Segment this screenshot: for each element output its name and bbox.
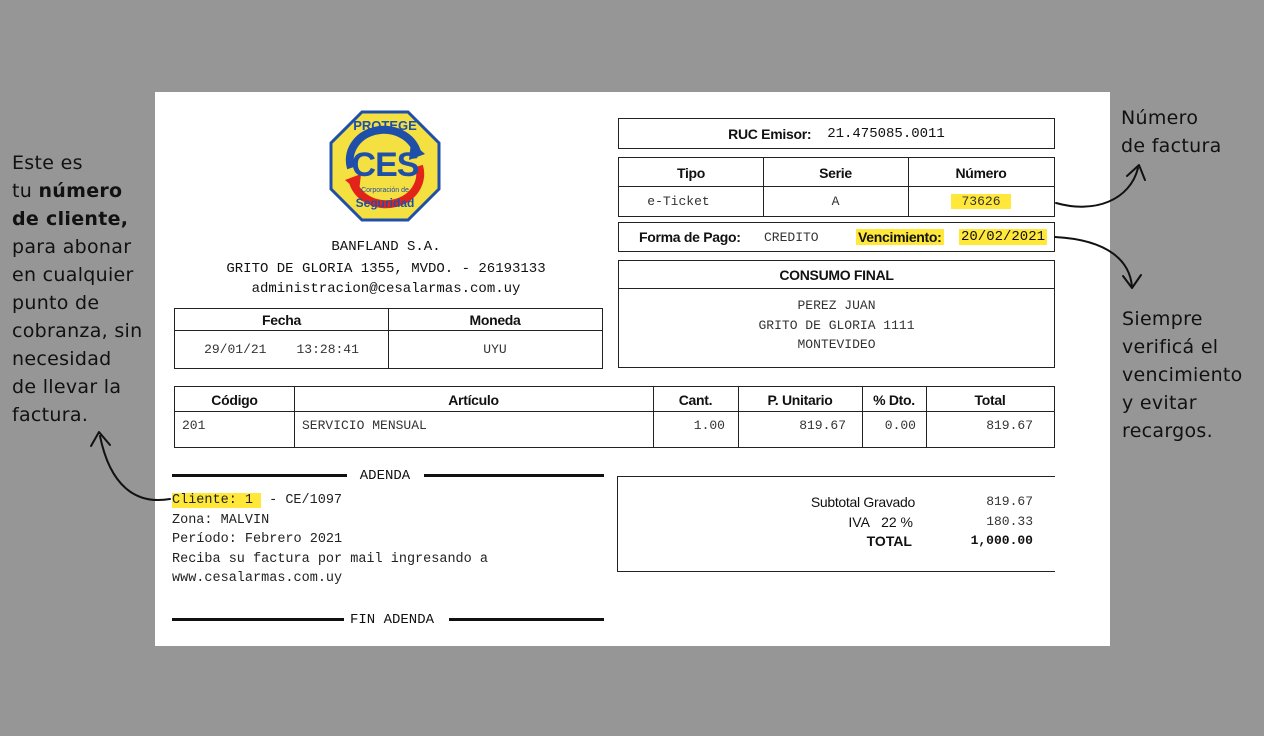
note-line: de llevar la [12, 376, 122, 398]
serie-header: Serie [819, 164, 852, 181]
moneda-header: Moneda [469, 312, 521, 328]
ruc-label: RUC Emisor: [728, 125, 812, 142]
company-name: BANFLAND S.A. [331, 239, 441, 255]
adenda-message: Reciba su factura por mail ingresando a [172, 551, 488, 567]
logo-sub-text: Corporación de [361, 187, 409, 194]
consumer-city: MONTEVIDEO [797, 337, 876, 352]
consumer-title: CONSUMO FINAL [779, 267, 894, 283]
logo-sub2-text: Seguridad [355, 196, 415, 210]
total-value: 1,000.00 [970, 533, 1033, 548]
due-date-value: 20/02/2021 [961, 229, 1046, 245]
due-date-label: Vencimiento: [858, 229, 942, 245]
adenda-client-line: Cliente: 1 - CE/1097 [172, 493, 343, 508]
logo-top-text: PROTEGE [353, 118, 417, 133]
note-line: cobranza, sin [12, 320, 143, 342]
consumer-name: PEREZ JUAN [797, 298, 876, 313]
fecha-header: Fecha [262, 312, 301, 328]
company-address: GRITO DE GLORIA 1355, MVDO. - 26193133 [226, 261, 546, 277]
note-line: punto de [12, 292, 100, 314]
tipo-value: e-Ticket [647, 194, 710, 209]
subtotal-label: Subtotal Gravado [810, 494, 915, 510]
adenda-title: ADENDA [359, 468, 411, 484]
col-header-codigo: Código [211, 391, 258, 408]
item-codigo: 201 [182, 418, 206, 433]
adenda-website: www.cesalarmas.com.uy [172, 571, 343, 586]
note-line: de cliente, [12, 208, 129, 230]
note-line: para abonar [12, 236, 132, 258]
numero-header: Número [955, 164, 1007, 181]
col-header-cant: Cant. [678, 391, 713, 408]
moneda-value: UYU [483, 342, 507, 357]
company-email: administracion@cesalarmas.com.uy [251, 281, 521, 297]
adenda-period: Período: Febrero 2021 [172, 532, 343, 547]
iva-value: 180.33 [986, 514, 1033, 529]
note-line: Siempre [1122, 308, 1203, 330]
item-punitario: 819.67 [799, 418, 846, 433]
item-total: 819.67 [986, 418, 1033, 433]
note-line: vencimiento [1122, 364, 1243, 386]
note-line: recargos. [1122, 420, 1213, 442]
item-dto: 0.00 [884, 418, 916, 433]
note-line: necesidad [12, 348, 112, 370]
item-cant: 1.00 [693, 418, 725, 433]
col-header-total: Total [974, 391, 1006, 408]
arrow-due-date-icon [1055, 237, 1132, 287]
consumer-address: GRITO DE GLORIA 1111 [758, 318, 915, 333]
serie-value: A [831, 194, 840, 209]
logo-main-text: CES [351, 146, 419, 184]
col-header-punitario: P. Unitario [767, 391, 833, 408]
note-line: Este es [12, 152, 83, 174]
payment-value: CREDITO [764, 230, 819, 245]
adenda-zone: Zona: MALVIN [172, 512, 270, 528]
adenda-end: FIN ADENDA [349, 612, 434, 628]
note-line: factura. [12, 404, 89, 426]
item-articulo: SERVICIO MENSUAL [302, 418, 427, 433]
note-line: verificá el [1122, 336, 1219, 358]
total-label: TOTAL [866, 533, 912, 549]
date-text: 29/01/21 [204, 342, 267, 357]
iva-rate: 22 % [881, 514, 913, 530]
col-header-articulo: Artículo [448, 391, 499, 408]
time-text: 13:28:41 [296, 342, 359, 357]
tipo-header: Tipo [676, 164, 706, 181]
arrow-invoice-number-icon [1056, 168, 1138, 207]
note-line: Número [1121, 107, 1199, 129]
iva-label: IVA [848, 514, 870, 530]
invoice-number: 73626 [951, 194, 1010, 209]
ruc-value: 21.475085.0011 [827, 125, 945, 142]
note-line: tu número [12, 180, 123, 202]
client-number: Cliente: 1 [172, 493, 261, 508]
col-header-dto: % Dto. [873, 391, 915, 408]
note-line: de factura [1121, 135, 1222, 157]
payment-label: Forma de Pago: [639, 229, 741, 245]
subtotal-value: 819.67 [986, 494, 1033, 509]
note-line: y evitar [1122, 392, 1197, 414]
note-line: en cualquier [12, 264, 134, 286]
